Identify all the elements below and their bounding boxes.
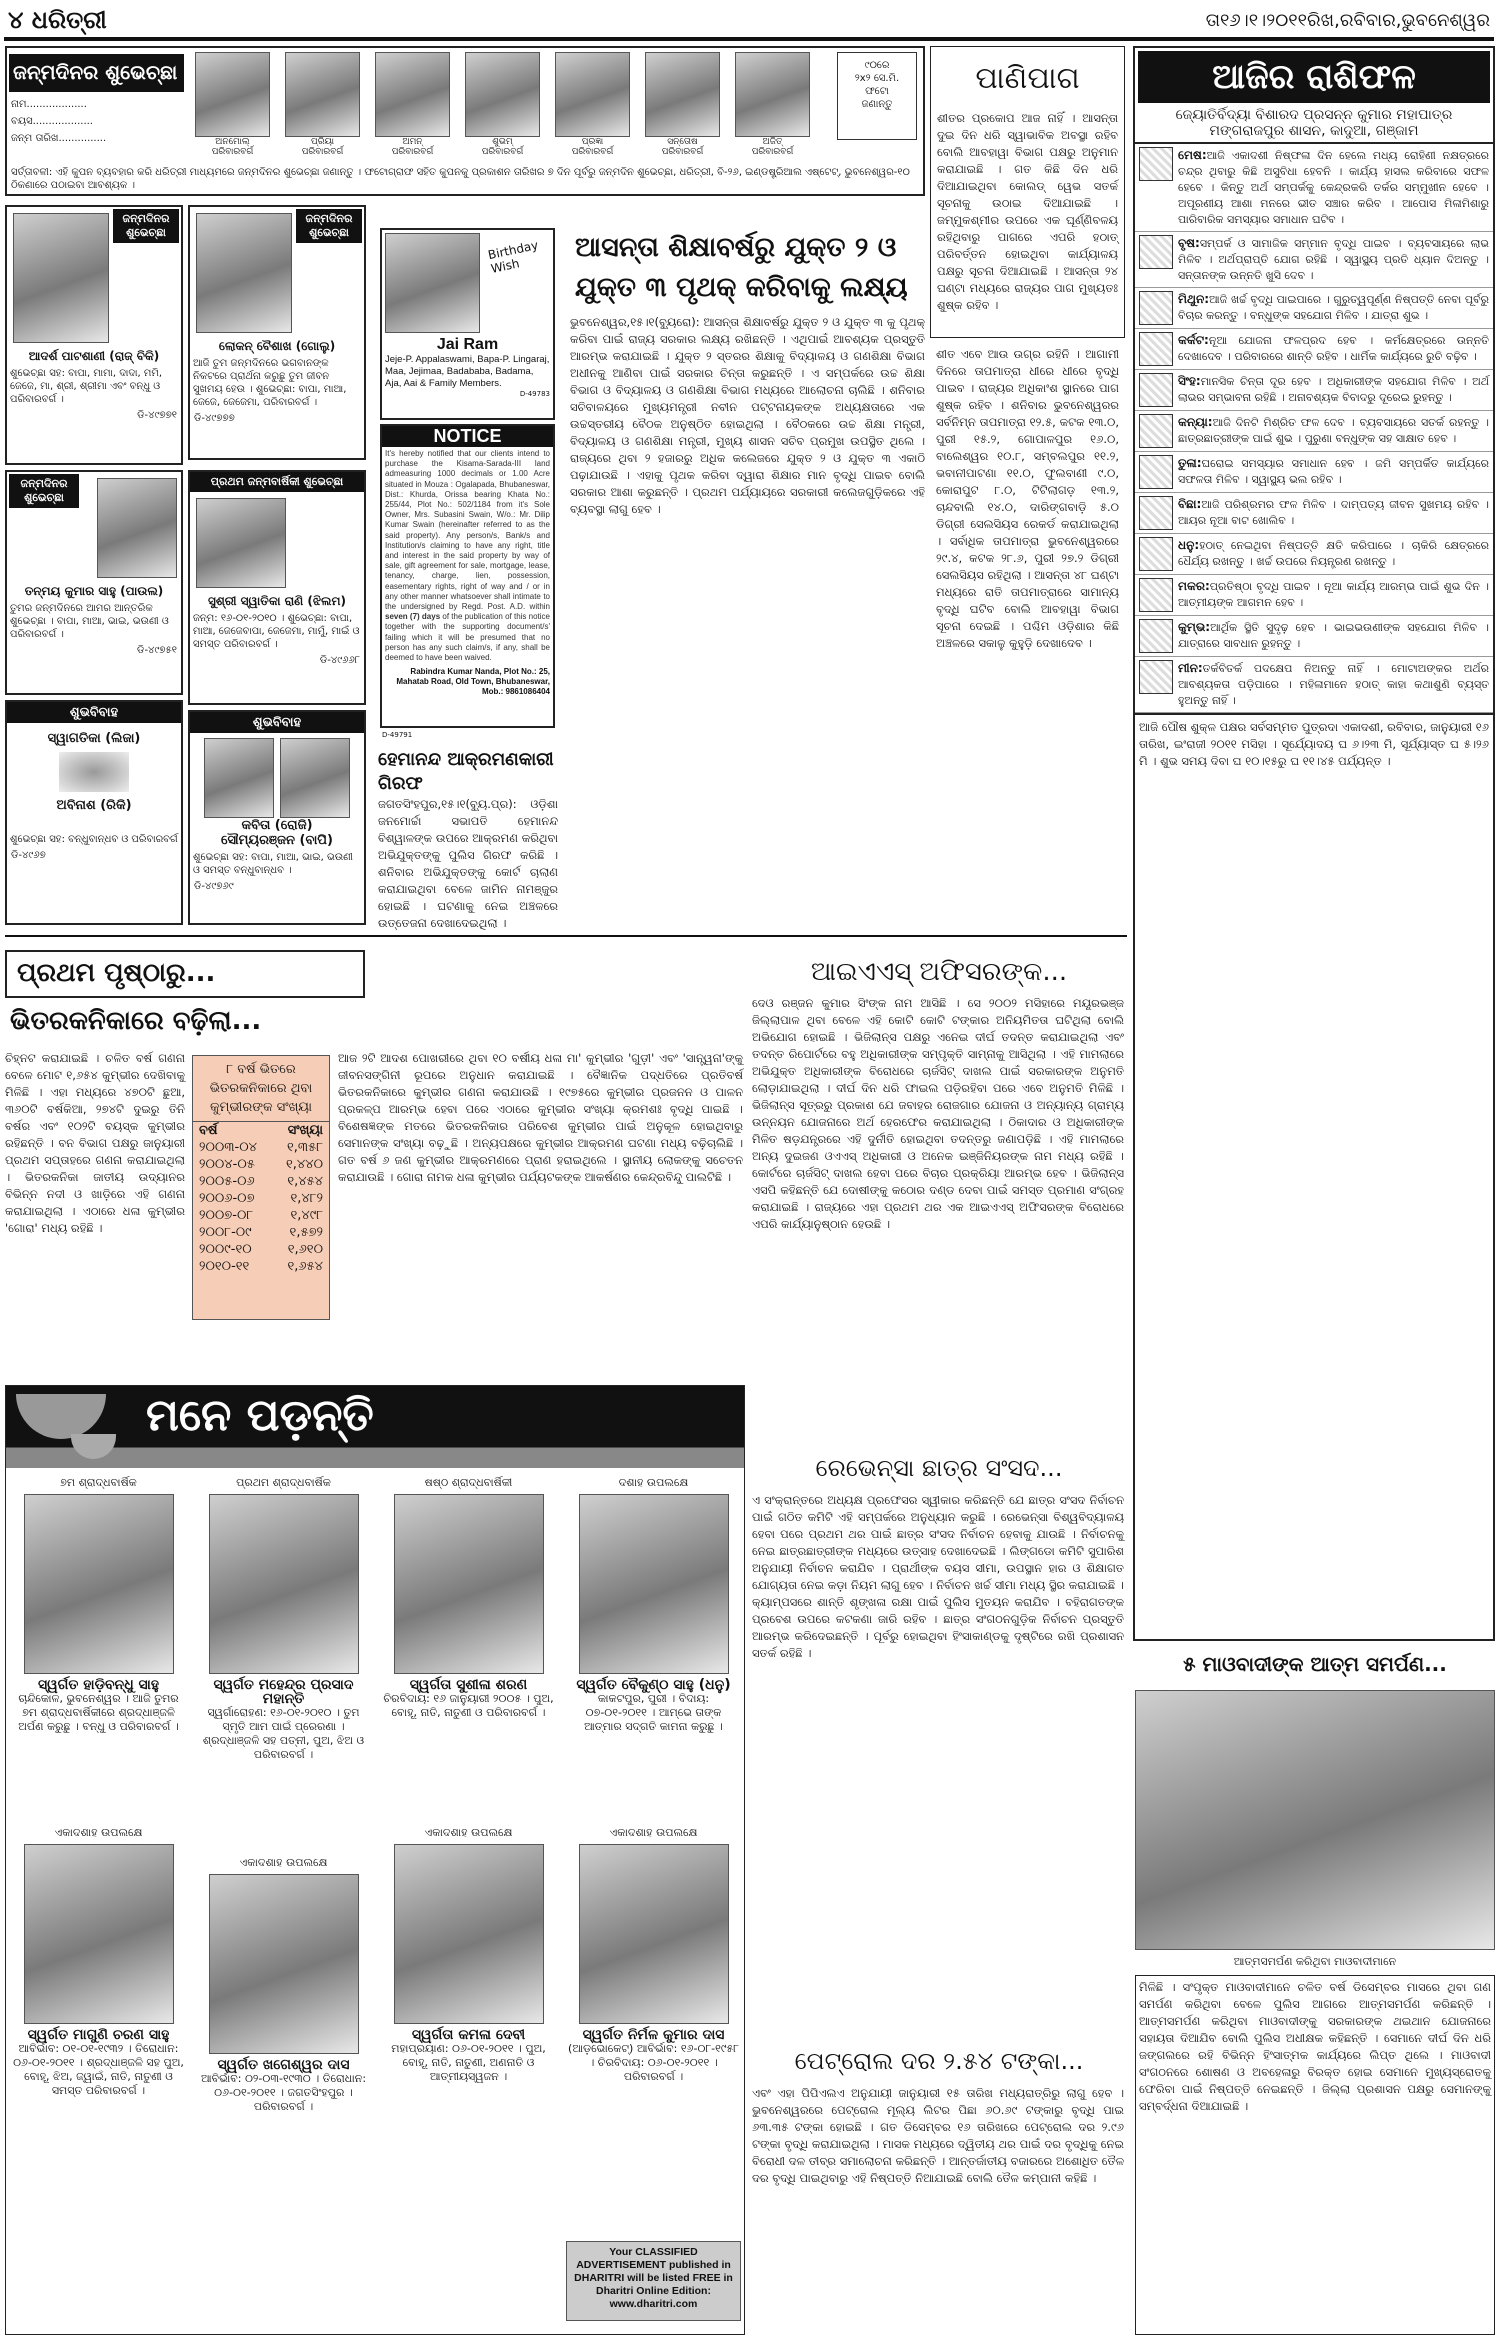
main-story-col2: ଶୀତ ଏବେ ଆଉ ଉଗ୍ର ରହିନି । ଆଗାମୀ ଦିନରେ ତାପମାତ୍ରା ଧୀରେ ଧୀରେ ବୃଦ୍ଧି ପାଇବ । ରାଜ୍ୟର ଅଧିକାଂଶ ସ୍ଥାନରେ ପାଗ ଶୁଷ୍କ ରହିବ । ଶନିବାର ଭୁବନେଶ୍ୱରର ସର୍ବନିମ୍ନ ତାପମାତ୍ରା ୧୨.୫, କଟକ ୧୩.୦, ପୁରୀ ୧୫.୨, ଗୋପାଳପୁର ୧୬.୦, ବାଲେଶ୍ୱର ୧୦.୮, ସମ୍ବଲପୁର ୧୧.୨, ଭବାନୀପାଟଣା ୧୧.୦, ଫୁଲବାଣୀ ୯.୦, କୋରାପୁଟ ୮.୦, ଟିଟିଲାଗଡ଼ ୧୩.୨, ଚାନ୍ଦବାଲି ୧୪.୦, ଦାରିଙ୍ଗବାଡ଼ି ୫.୦ ଡିଗ୍ରୀ ସେଲସିୟସ ରେକର୍ଡ କରାଯାଇଥିଲା । ସର୍ବାଧିକ ତାପମାତ୍ରା ଭୁବନେଶ୍ୱରରେ ୨୯.୪, କଟକ ୨୮.୬, ପୁରୀ ୨୭.୨ ଡିଗ୍ରୀ ସେଲସିୟସ ରହିଥିଲା । ଆସନ୍ତା ୪୮ ଘଣ୍ଟା ମଧ୍ୟରେ ରାତି ତାପମାତ୍ରାରେ ସାମାନ୍ୟ ବୃଦ୍ଧି ଘଟିବ ବୋଲି ଆବହାୱା ବିଭାଗ ସୂଚନା ଦେଇଛି । ପଶ୍ଚିମ ଓଡ଼ିଶାର କିଛି ଅଞ୍ଚଳରେ ସକାଳୁ କୁହୁଡ଼ି ଦେଖାଦେବ । (936, 347, 1119, 650)
horoscope-sign (1135, 452, 1493, 493)
memorial-card (566, 1826, 741, 2084)
kid-card (375, 52, 450, 157)
kid-card (195, 52, 270, 157)
memorial-name: ସ୍ୱର୍ଗତ ବୈକୁଣ୍ଠ ସାହୁ (ଧନୁ) (576, 1677, 731, 1693)
ad-text: ଶୁଭେଚ୍ଛା ସହ: ବାପା, ମାଆ, ଭାଇ, ଭଉଣୀ ଓ ସମସ୍ତ ବନ୍ଧୁବାନ୍ଧବ । (193, 852, 353, 876)
table-row (193, 1258, 329, 1275)
memorial-occasion: ୭ମ ଶ୍ରାଦ୍ଧବାର୍ଷିକ (60, 1476, 137, 1489)
memorial-text: ଚିରବିଦାୟ: ୧୬ ଜାନୁୟାରୀ ୨୦୦୫ । ପୁଅ, ବୋହୂ, ନାତି, ନାତୁଣୀ ଓ ପରିବାରବର୍ଗ । (383, 1692, 554, 1719)
ad-name: ଅବିନାଶ (ରିକି) (56, 798, 132, 813)
memorial-occasion: ଏକାଦଶାହ ଉପଲକ୍ଷେ (609, 1826, 698, 1839)
kid-card (555, 52, 630, 157)
zodiac-icon (1139, 291, 1173, 325)
zodiac-icon (1139, 660, 1173, 694)
jairam-ad (380, 228, 555, 420)
memorial-text: ମହାପ୍ରୟାଣ: ୦୬-୦୧-୨୦୧୧ । ପୁଅ, ବୋହୂ, ନାତି, ନାତୁଣୀ, ଅଣନାତି ଓ ଆତ୍ମୀୟସ୍ୱଜନ । (391, 2042, 546, 2083)
ad-code: ଡି-୪୯୭୬୯ (194, 881, 234, 892)
hemananda-story (378, 748, 558, 930)
memorial-photo (24, 1844, 174, 2024)
kid-card (465, 52, 540, 157)
ad-code: ଡି-୪୯୭୭୧ (137, 410, 177, 421)
memorial-banner (6, 1386, 744, 1468)
table-cell: ୧,୪୪୦ (286, 1157, 323, 1172)
kid-name: ପ୍ରିୟା (310, 137, 335, 147)
main-story-col1: ଭୁବନେଶ୍ୱର,୧୫।୧(ବ୍ୟୁରୋ): ଆସନ୍ତା ଶିକ୍ଷାବର୍ଷରୁ ଯୁକ୍ତ ୨ ଓ ଯୁକ୍ତ ୩ କୁ ପୃଥକ୍ କରିବା ପାଇଁ ରାଜ୍ୟ ସରକାର ଲକ୍ଷ୍ୟ ରଖିଛନ୍ତି । ଏଥିପାଇଁ ଆବଶ୍ୟକ ପ୍ରସ୍ତୁତି ଆରମ୍ଭ କରାଯାଇଛି । ଯୁକ୍ତ ୨ ସ୍ତରର ଶିକ୍ଷାକୁ ବିଦ୍ୟାଳୟ ଓ ଗଣଶିକ୍ଷା ବିଭାଗ ଅଧୀନକୁ ଆଣିବା ପାଇଁ ସରକାର ଚିନ୍ତା କରୁଛନ୍ତି । ଏ ସମ୍ପର୍କରେ ଉଚ୍ଚ ଶିକ୍ଷା ବିଭାଗ ଓ ବିଦ୍ୟାଳୟ ଓ ଗଣଶିକ୍ଷା ବିଭାଗ ମଧ୍ୟରେ ଆଲୋଚନା ଚାଲିଛି । ଶନିବାର ସଚିବାଳୟରେ ମୁଖ୍ୟମନ୍ତ୍ରୀ ନବୀନ ପଟ୍ଟନାୟକଙ୍କ ଅଧ୍ୟକ୍ଷତାରେ ଏକ ଉଚ୍ଚସ୍ତରୀୟ ବୈଠକ ଅନୁଷ୍ଠିତ ହୋଇଥିଲା । ବୈଠକରେ ଉଚ୍ଚ ଶିକ୍ଷା ମନ୍ତ୍ରୀ, ବିଦ୍ୟାଳୟ ଓ ଗଣଶିକ୍ଷା ମନ୍ତ୍ରୀ, ମୁଖ୍ୟ ଶାସନ ସଚିବ ପ୍ରମୁଖ ଉପସ୍ଥିତ ଥିଲେ । ରାଜ୍ୟରେ ଥିବା ୨ ହଜାରରୁ ଅଧିକ କଲେଜରେ ଯୁକ୍ତ ୨ ଓ ଯୁକ୍ତ ୩ ଏକାଠି ପଢ଼ାଯାଉଛି । ଏହାକୁ ପୃଥକ କରିବା ଦ୍ୱାରା ଶିକ୍ଷାର ମାନ ବୃଦ୍ଧି ପାଇବ ବୋଲି ସରକାର ଆଶା କରୁଛନ୍ତି । ପ୍ରଥମ ପର୍ଯ୍ୟାୟରେ ସରକାରୀ କଲେଜଗୁଡ଼ିକରେ ଏହି ବ୍ୟବସ୍ଥା ଲାଗୁ ହେବ । (570, 315, 925, 516)
ad-code: ଡି-୪୯୭୫୧ (137, 645, 177, 656)
memorial-photo (24, 1494, 174, 1674)
horoscope-sign (1135, 329, 1493, 370)
memorial-card (566, 1476, 741, 1734)
page-label: ୪ ଧରିତ୍ରୀ (8, 6, 107, 34)
ad-code: D-49783 (519, 390, 550, 398)
ad-title: ଶୁଭବିବାହ (7, 702, 181, 723)
table-cell: ୧,୬୧୦ (287, 1242, 323, 1257)
table-header: ବର୍ଷ (199, 1123, 218, 1138)
horoscope-title: ଆଜିର ରାଶିଫଳ (1138, 51, 1490, 103)
form-field[interactable]: ନାମ................... (11, 99, 87, 110)
table-row (193, 1156, 329, 1173)
zodiac-icon (1139, 578, 1173, 612)
ad-photo (97, 478, 177, 578)
table-header: ସଂଖ୍ୟା (287, 1123, 323, 1138)
sign-text: ଆଜି ଏକାଦଶୀ ନିଷ୍ଫଳା ଦିନ ହେଲେ ମଧ୍ୟ ରୋହିଣୀ ନକ୍ଷତ୍ରରେ ଚନ୍ଦ୍ର ଥିବାରୁ କିଛି ଅସୁବିଧା ହେବନି । କାର୍ଯ୍ୟ ହାସଲ କରିବାରେ ସଫଳ ହେବେ । କିନ୍ତୁ ଅର୍ଥ ସମ୍ପର୍କକୁ କେନ୍ଦ୍ରକରି ତର୍କର ସମ୍ମୁଖୀନ ହେବେ । ଅପୂରଣୀୟ ଆଶା ମନରେ ଭୀତ ସଞ୍ଚାର କରିବ । ଆପୋସ ମିଳାମିଶାରୁ ପାରିବାରିକ ସମସ୍ୟାର ସମାଧାନ ଘଟିବ । (1178, 149, 1489, 226)
form-field[interactable]: ବୟସ................... (11, 116, 93, 127)
memorial-text: ଆବିର୍ଭାବ: ୦୧-୦୧-୧୯୩୨ । ତିରୋଧାନ: ୦୬-୦୧-୨୦୧୧ । ଶ୍ରଦ୍ଧାଞ୍ଜଳି ସହ ପୁଅ, ବୋହୂ, ଝିଅ, ଜ୍ୱାଇଁ, ନାତି, ନାତୁଣୀ ଓ ସମସ୍ତ ପରିବାରବର୍ଗ । (13, 2042, 184, 2097)
kid-name: ପ୍ରଜ୍ଞା (581, 137, 604, 147)
memorial-photo (579, 1494, 729, 1674)
horoscope-sign (1135, 144, 1493, 232)
memorial-photo (394, 1494, 544, 1674)
notice-text: of the publication of this notice together with the supporting document/s' failing which it will be presumed that no person has any such claim/s, if any, shall be deemed to have been waived. (385, 612, 550, 663)
ias-headline: ଆଇଏଏସ୍ ଅଫିସରଙ୍କ... (810, 957, 1068, 987)
kid-card (735, 52, 810, 157)
ad-photo (196, 213, 292, 333)
memorial-name: ସ୍ୱର୍ଗତା ସୁଶୀଳା ଶରଣ (409, 1677, 528, 1693)
crocodile-right-text: ଆଜ ୨ଟି ଆଦଶ ପୋଖରୀରେ ଥିବା ୧୦ ବର୍ଷୀୟ ଧଳା ମା' କୁମ୍ଭୀର 'ଗୁଡ଼ୀ' ଏବଂ 'ସାନ୍ତ୍ୱନା'ଙ୍କୁ ଜୀବନସଙ୍ଗିନୀ ରୂପରେ ଅନୁଧାନ କରାଯାଇଛି । ବୈଜ୍ଞାନିକ ପଦ୍ଧତିରେ ପ୍ରତିବର୍ଷ ଭିତରକନିକାରେ କୁମ୍ଭୀର ଗଣନା କରାଯାଉଛି । ୧୯୭୫ରେ କୁମ୍ଭୀର ପ୍ରଜନନ ଓ ପାଳନ ପ୍ରକଳ୍ପ ଆରମ୍ଭ ହେବା ପରେ ଏଠାରେ କୁମ୍ଭୀର ସଂଖ୍ୟା କ୍ରମଶଃ ବୃଦ୍ଧି ପାଇଛି । ବିଶେଷଜ୍ଞଙ୍କ ମତରେ ଭିତରକନିକାର ପରିବେଶ କୁମ୍ଭୀର ପାଇଁ ଅନୁକୂଳ ହୋଇଥିବାରୁ ସେମାନଙ୍କ ସଂଖ୍ୟା ବଢ଼ୁଛି । ଅନ୍ୟପକ୍ଷରେ କୁମ୍ଭୀର ଆକ୍ରମଣ ଘଟଣା ମଧ୍ୟ ବଢ଼ିଚାଲିଛି । ଗତ ବର୍ଷ ୬ ଜଣ କୁମ୍ଭୀର ଆକ୍ରମଣରେ ପ୍ରାଣ ହରାଇଥିଲେ । ସ୍ଥାନୀୟ ଲୋକଙ୍କୁ ସଚେତନ କରାଯାଉଛି । ଗୋରା ନାମକ ଧଳା କୁମ୍ଭୀର ପର୍ଯ୍ୟଟକଙ୍କ ଆକର୍ଷଣର କେନ୍ଦ୍ରବିନ୍ଦୁ ପାଲଟିଛି । (338, 1051, 743, 1184)
kid-name: ସନ୍ତୋଷ (667, 137, 698, 147)
table-row (193, 1224, 329, 1241)
memorial-occasion: ପ୍ରଥମ ଶ୍ରାଦ୍ଧବାର୍ଷିକ (236, 1476, 331, 1489)
ad-title: ଜନ୍ମଦିନର ଶୁଭେଚ୍ଛା (113, 209, 179, 243)
date-line: ତା୧୬।୧।୨୦୧୧ରିଖ,ରବିବାର,ଭୁବନେଶ୍ୱର (1205, 10, 1490, 31)
online-edition-box: Your CLASSIFIED ADVERTISEMENT published in DHARITRI will be listed FREE in Dharitri Online Edition: www.dharitri.com (566, 2241, 741, 2321)
sign-text: ସମ୍ପର୍କ ଓ ସାମାଜିକ ସମ୍ମାନ ବୃଦ୍ଧି ପାଇବ । ବ୍ୟବସାୟରେ ଲାଭ ମିଳିବ । ଅର୍ଥପ୍ରାପ୍ତି ଯୋଗ ରହିଛି । ସ୍ୱାସ୍ଥ୍ୟ ପ୍ରତି ଧ୍ୟାନ ଦିଅନ୍ତୁ । ସନ୍ତାନଙ୍କ ଉନ୍ନତି ଖୁସି ଦେବ । (1178, 237, 1489, 282)
crocodile-headline: ଭିତରକନିକାରେ ବଢ଼ିଲା... (10, 1006, 262, 1036)
sign-text: ଆର୍ଥିକ ସ୍ଥିତି ସୁଦୃଢ଼ ହେବ । ଭାଇଭଉଣୀଙ୍କ ସହଯୋଗ ମିଳିବ । ଯାତ୍ରାରେ ସାବଧାନ ରୁହନ୍ତୁ । (1178, 621, 1489, 650)
memorial-name: ସ୍ୱର୍ଗତ ନିର୍ମଳ କୁମାର ଦାସ (582, 2027, 725, 2043)
kid-photo (195, 52, 270, 137)
kid-card (645, 52, 720, 157)
sign-name: ସିଂହ: (1178, 374, 1201, 388)
birthday-wish-label: Birthday Wish (486, 237, 540, 276)
price-box (837, 52, 917, 140)
crocodile-table (192, 1055, 330, 1320)
horoscope-sign (1135, 411, 1493, 452)
sign-name: ମେଷ: (1178, 148, 1207, 162)
ad-name: ସୁଶ୍ରୀ ସ୍ୱାତିକା ରାଣି (ଝିଲମ) (208, 594, 346, 608)
sign-text: ହଠାତ୍ ନେଇଥିବା ନିଷ୍ପତ୍ତି କ୍ଷତି କରିପାରେ । ଚାକିରି କ୍ଷେତ୍ରରେ ଧୈର୍ଯ୍ୟ ରଖନ୍ତୁ । ଖର୍ଚ୍ଚ ଉପରେ ନିୟନ୍ତ୍ରଣ ରଖନ୍ତୁ । (1178, 539, 1489, 568)
birthday-terms: ସର୍ତ୍ତାବଳୀ: ଏହି କୁପନ ବ୍ୟବହାର କରି ଧରିତ୍ରୀ ମାଧ୍ୟମରେ ଜନ୍ମଦିନର ଶୁଭେଚ୍ଛା ଜଣାନ୍ତୁ । ଫଟୋଗ୍ରାଫ ସହିତ କୁପନକୁ ପ୍ରକାଶନ ତାରିଖର ୭ ଦିନ ପୂର୍ବରୁ ଜନ୍ମଦିନ ଶୁଭେଚ୍ଛା, ଧରିତ୍ରୀ, ବି-୨୬, ଇଣ୍ଡଷ୍ଟ୍ରିଆଲ ଏଷ୍ଟେଟ୍, ଭୁବନେଶ୍ୱର-୧୦ ଠିକଣାରେ ପଠାଇବା ଆବଶ୍ୟକ । (11, 167, 910, 191)
memorial-photo (209, 1494, 359, 1674)
table-cell: ୨୦୦୯-୧୦ (199, 1242, 252, 1257)
price-line: ଫଟୋ (865, 86, 889, 97)
petrol-headline: ପେଟ୍ରୋଲ ଦର ୨.୫୪ ଟଙ୍କା... (794, 2047, 1084, 2075)
zodiac-icon (1139, 147, 1173, 181)
sign-text: ମାନସିକ ଚିନ୍ତା ଦୂର ହେବ । ଅଧିକାରୀଙ୍କ ସହଯୋଗ ମିଳିବ । ଅର୍ଥ ଲାଭର ସମ୍ଭାବନା ରହିଛି । ଅନାବଶ୍ୟକ ବିବାଦରୁ ଦୂରେଇ ରୁହନ୍ତୁ । (1178, 375, 1489, 404)
ad-title: ଜନ୍ମଦିନର ଶୁଭେଚ୍ଛା (9, 474, 79, 508)
ad-title: ପ୍ରଥମ ଜନ୍ମବାର୍ଷିକୀ ଶୁଭେଚ୍ଛା (190, 472, 364, 492)
zodiac-icon (1139, 332, 1173, 366)
table-cell: ୧,୪୮୨ (290, 1191, 323, 1206)
handshake-icon (59, 752, 129, 792)
kid-by: ପରିବାରବର୍ଗ (751, 147, 794, 157)
memorial-text: କାକଟପୁର, ପୁରୀ । ବିଦାୟ: ୦୭-୦୧-୨୦୧୧ । ଆମ୍ଭେ ତାଙ୍କ ଆତ୍ମାର ସଦ୍‌ଗତି କାମନା କରୁଛୁ । (584, 1692, 723, 1733)
sign-name: କନ୍ୟା: (1178, 415, 1213, 429)
sign-text: ଆଜି ଖର୍ଚ୍ଚ ବୃଦ୍ଧି ପାଇପାରେ । ଗୁରୁତ୍ୱପୂର୍ଣ୍ଣ ନିଷ୍ପତ୍ତି ନେବା ପୂର୍ବରୁ ବିଚାର କରନ୍ତୁ । ବନ୍ଧୁଙ୍କ ସହଯୋଗ ମିଳିବ । ଯାତ୍ରା ଶୁଭ । (1178, 293, 1489, 322)
ad-name: କବିତା (ରୋଜି) (241, 818, 313, 833)
zodiac-icon (1139, 235, 1173, 269)
memorial-card (196, 1476, 371, 1762)
ad-title: ଶୁଭବିବାହ (190, 712, 364, 733)
memorial-photo (579, 1844, 729, 2024)
kid-name: ଶୁଭମ୍ (492, 137, 513, 147)
memorial-text: ଆବିର୍ଭାବ: ୦୨-୦୩-୧୯୩୦ । ତିରୋଧାନ: ୦୬-୦୧-୨୦୧୧ । ଜଗତସିଂହପୁର । ପରିବାରବର୍ଗ । (200, 2072, 367, 2113)
ad-code: ଡି-୪୯୬୭ (11, 850, 46, 861)
memorial-occasion: ଏକାଦଶାହ ଉପଲକ୍ଷେ (54, 1826, 143, 1839)
maoist-body: ମିଳିଛି । ସଂପୃକ୍ତ ମାଓବାଦୀମାନେ ଚଳିତ ବର୍ଷ ଡିସେମ୍ବର ମାସରେ ଥିବା ଗଣ ସମର୍ପଣ କରିଥିବା ବେଳେ ପୁଲିସ ଆଗରେ ଆତ୍ମସମର୍ପଣ କରିଛନ୍ତି । ଆତ୍ମସମର୍ପଣ କରିଥିବା ମାଓବାଦୀଙ୍କୁ ସରକାରଙ୍କ ଥଇଥାନ ଯୋଜନାରେ ସହାୟତା ଦିଆଯିବ ବୋଲି ପୁଲିସ ଅଧୀକ୍ଷକ କହିଛନ୍ତି । ସେମାନେ ଦୀର୍ଘ ଦିନ ଧରି ଜଙ୍ଗଲରେ ରହି ବିଭିନ୍ନ ହିଂସାତ୍ମକ କାର୍ଯ୍ୟରେ ଲିପ୍ତ ଥିଲେ । ମାଓବାଦୀ ସଂଗଠନରେ ଶୋଷଣ ଓ ଅବହେଳାରୁ ବିରକ୍ତ ହୋଇ ସେମାନେ ମୁଖ୍ୟସ୍ରୋତକୁ ଫେରିବା ପାଇଁ ନିଷ୍ପତ୍ତି ନେଇଛନ୍ତି । ଜିଲ୍ଲା ପ୍ରଶାସନ ପକ୍ଷରୁ ସେମାନଙ୍କୁ ସମ୍ବର୍ଦ୍ଧନା ଦିଆଯାଇଛି । (1135, 1975, 1495, 2335)
price-line: ଜଣାନ୍ତୁ (861, 99, 893, 110)
horoscope-sign (1135, 232, 1493, 288)
memorial-card (11, 1826, 186, 2098)
birthday-ad (188, 470, 366, 705)
memorial-card (381, 1476, 556, 1720)
story-headline: ହେମାନନ୍ଦ ଆକ୍ରମଣକାରୀ ଗିରଫ (378, 749, 554, 794)
notice-text: It's hereby notified that our clients intend to purchase the Kisama-Sarada-III land admeasuring 1000 decimals or 1.00 Acre situated in Mouza : Ogalapada, Bhubaneswar, Dist.: Khurda, Orissa bearing Khata No.: 255/44, Plot No.: 502/1184 from it's Sole Owner, Mrs. Subasini Swain, W/o.: Mr. Dilip Kumar Swain (hereinafter referred to as the said property). Any person/s, Bank/s and Institution/s claiming to have any right, title and interest in the said property by way of sale, gift agreement for sale, mortgage, lease, tenancy, charge, lien, possession, easementary rights, right of way and / or in any other manner whatsoever shall intimate to the undersigned by Regd. Post. A.D. within (385, 449, 550, 612)
table-cell: ୨୦୦୭-୦୮ (199, 1208, 254, 1223)
memorial-name: ସ୍ୱର୍ଗତ ହାଡ଼ିବନ୍ଧୁ ସାହୁ (37, 1677, 160, 1693)
memorial-photo (209, 1874, 359, 2054)
ad-name: ଲୋକନ୍ ବୈଶାଖ (ଗୋଲୁ) (218, 339, 336, 353)
notice-deadline: seven (7) days (385, 612, 441, 622)
ad-text: ଶୁଭେଚ୍ଛା ସହ: ବାପା, ମାମା, ଦାଦା, ମମି, ଜେଜେ, ମା, ଶ୍ରୀ, ଶ୍ରୀମା ଏବଂ ବନ୍ଧୁ ଓ ପରିବାରବର୍ଗ । (10, 368, 163, 405)
kid-photo (465, 52, 540, 137)
kid-by: ପରିବାରବର୍ଗ (661, 147, 704, 157)
sign-text: ଘରୋଇ ସମସ୍ୟାର ସମାଧାନ ହେବ । ଜମି ସମ୍ପର୍କିତ କାର୍ଯ୍ୟରେ ସଫଳତା ମିଳିବ । ସ୍ୱାସ୍ଥ୍ୟ ଭଲ ରହିବ । (1178, 457, 1489, 486)
kid-photo (555, 52, 630, 137)
zodiac-icon (1139, 373, 1173, 407)
memorial-name: ସ୍ୱର୍ଗତା କମଳା ଦେବୀ (411, 2027, 526, 2043)
kid-name: ଅଜିତ୍ (762, 137, 783, 147)
kid-photo (735, 52, 810, 137)
wedding-ad (5, 700, 183, 925)
crocodile-left-text: ଚିହ୍ନଟ କରାଯାଇଛି । ଚଳିତ ବର୍ଷ ଗଣନା ବେଳେ ମୋଟ ୧,୬୫୪ କୁମ୍ଭୀର ଦେଖିବାକୁ ମିଳିଛି । ଏହା ମଧ୍ୟରେ ୪୭୦ଟି ଛୁଆ, ୩୬୦ଟି ବର୍ଷକିଆ, ୨୭୪ଟି ଦୁଇରୁ ତିନି ବର୍ଷର ଏବଂ ୧୦୨ଟି ବୟସ୍କ କୁମ୍ଭୀର ରହିଛନ୍ତି । ବନ ବିଭାଗ ପକ୍ଷରୁ ଜାନୁୟାରୀ ପ୍ରଥମ ସପ୍ତାହରେ ଗଣନା କରାଯାଇଥିଲା । ଭିତରକନିକା ଜାତୀୟ ଉଦ୍ୟାନର ବିଭିନ୍ନ ନଦୀ ଓ ଖାଡ଼ିରେ ଏହି ଗଣନା କରାଯାଇଥିଲା । ଏଠାରେ ଧଳା କୁମ୍ଭୀର 'ଗୋରା' ମଧ୍ୟ ରହିଛି । (5, 1051, 185, 1235)
legal-notice (380, 424, 555, 728)
kid-card (285, 52, 360, 157)
table-cell: ୧,୪୯୮ (290, 1208, 323, 1223)
weather-box (930, 46, 1125, 338)
data-table (193, 1122, 329, 1275)
ad-text: Jeje-P. Appalaswami, Bapa-P. Lingaraj, Maa, Jejimaa, Badababa, Badama, Aja, Aai & Family Members. (385, 354, 550, 389)
sign-text: ଆଜି ଦିନଟି ମିଶ୍ରିତ ଫଳ ଦେବ । ବ୍ୟବସାୟରେ ସତର୍କ ରହନ୍ତୁ । ଛାତ୍ରଛାତ୍ରୀଙ୍କ ପାଇଁ ଶୁଭ । ପୁରୁଣା ବନ୍ଧୁଙ୍କ ସହ ସାକ୍ଷାତ ହେବ । (1178, 416, 1489, 445)
ad-name: ସ୍ୱାଗତିକା (ଲିଜା) (47, 731, 141, 746)
kid-photo (285, 52, 360, 137)
kid-by: ପରିବାରବର୍ଗ (391, 147, 434, 157)
ad-name: ସୌମ୍ୟରଞ୍ଜନ (ବାପି) (221, 833, 333, 848)
ad-text: ଆଜି ତୁମ ଜନ୍ମଦିନରେ ଭଗବାନଙ୍କ ନିକଟରେ ପ୍ରାର୍ଥନା କରୁଛୁ ତୁମ ଜୀବନ ସୁଖମୟ ହେଉ । ଶୁଭେଚ୍ଛା: ବାପା, ମାଆ, ଜେଜେ, ଜେଜେମା, ପରିବାରବର୍ଗ । (193, 358, 347, 408)
memorial-name: ସ୍ୱର୍ଗତ ମହେନ୍ଦ୍ର ପ୍ରସାଦ ମହାନ୍ତି (213, 1677, 354, 1707)
table-row (193, 1207, 329, 1224)
horoscope-sign (1135, 575, 1493, 616)
horoscope-sign (1135, 534, 1493, 575)
horoscope-sign (1135, 288, 1493, 329)
birthday-form[interactable] (11, 98, 186, 145)
kid-by: ପରିବାରବର୍ଗ (481, 147, 524, 157)
sign-name: ବିଛା: (1178, 497, 1202, 511)
horoscope-section (1133, 46, 1495, 1641)
sign-text: ତର୍କବିତର୍କ ପଦକ୍ଷେପ ନିଅନ୍ତୁ ନାହିଁ । ମୋଟାଅଙ୍କର ଅର୍ଥର ଆବଶ୍ୟକତା ପଡ଼ିପାରେ । ମହିଳାମାନେ ହଠାତ୍ କାହା କଥାଶୁଣି ବ୍ୟସ୍ତ ହୁଅନ୍ତୁ ନାହିଁ । (1178, 662, 1489, 707)
ad-photo (385, 233, 480, 333)
sign-text: ଆଜି ପରିଶ୍ରମର ଫଳ ମିଳିବ । ଦାମ୍ପତ୍ୟ ଜୀବନ ସୁଖମୟ ରହିବ । ଆୟର ନୂଆ ବାଟ ଖୋଲିବ । (1178, 498, 1489, 527)
zodiac-icon (1139, 414, 1173, 448)
birthday-strip (5, 46, 925, 196)
main-headline: ଆସନ୍ତା ଶିକ୍ଷାବର୍ଷରୁ ଯୁକ୍ତ ୨ ଓ ଯୁକ୍ତ ୩ ପୃଥକ୍ କରିବାକୁ ଲକ୍ଷ୍ୟ (575, 232, 908, 303)
kid-name: ଅମନ୍ (402, 137, 423, 147)
weather-title: ପାଣିପାଗ (975, 61, 1080, 96)
birthday-strip-title: ଜନ୍ମଦିନର ଶୁଭେଚ୍ଛା (9, 54, 184, 92)
horoscope-sign (1135, 657, 1493, 713)
kid-photo (375, 52, 450, 137)
ad-title: ଜନ୍ମଦିନର ଶୁଭେଚ୍ଛା (296, 209, 362, 243)
kid-by: ପରିବାରବର୍ଗ (571, 147, 614, 157)
memorial-banner-title: ମନେ ପଡ଼ନ୍ତି (146, 1390, 374, 1441)
lamp-icon (71, 1434, 116, 1459)
table-cell: ୧,୪୫୪ (287, 1174, 323, 1189)
sign-name: କୁମ୍ଭ: (1178, 620, 1211, 634)
table-cell: ୧,୩୫୮ (286, 1140, 323, 1155)
horoscope-sign (1135, 616, 1493, 657)
panchang-text: ଆଜି ପୌଷ ଶୁକ୍ଳ ପକ୍ଷର ସର୍ବସମ୍ମତ ପୁତ୍ରଦା ଏକାଦଶୀ, ରବିବାର, ଜାନୁୟାରୀ ୧୬ ତାରିଖ, ଇଂରାଜୀ ୨୦୧୧ ମସିହା । ସୂର୍ଯ୍ୟୋଦୟ ଘ ୬।୨୩ ମି, ସୂର୍ଯ୍ୟାସ୍ତ ଘ ୫।୨୬ ମି । ଶୁଭ ସମୟ ଦିବା ଘ ୧୦।୧୫ରୁ ଘ ୧୧।୪୫ ପର୍ଯ୍ୟନ୍ତ । (1135, 713, 1493, 774)
table-cell: ୧,୫୭୨ (289, 1225, 323, 1240)
ad-code: ଡି-୪୯୬୬୮ (319, 655, 360, 666)
ad-text: ତୁମର ଜନ୍ମଦିନରେ ଆମର ଆନ୍ତରିକ ଶୁଭେଚ୍ଛା । ବାପା, ମାଆ, ଭାଇ, ଭଉଣୀ ଓ ପରିବାରବର୍ଗ । (10, 603, 169, 640)
kid-by: ପରିବାରବର୍ଗ (211, 147, 254, 157)
ias-body: ଦେଓ ରଞ୍ଜନ କୁମାର ସିଂଙ୍କ ନାମ ଆସିଛି । ସେ ୨୦୦୨ ମସିହାରେ ମୟୂରଭଞ୍ଜ ଜିଲ୍ଲାପାଳ ଥିବା ବେଳେ ଏହି କୋଟି କୋଟି ଟଙ୍କାର ଅନିୟମିତତା ଘଟିଥିଲା ବୋଲି ଅଭିଯୋଗ ହୋଇଛି । ଭିଜିଲାନ୍ସ ପକ୍ଷରୁ ଏନେଇ ଦୀର୍ଘ ତଦନ୍ତ କରାଯାଇଥିଲା ଏବଂ ତଦନ୍ତ ରିପୋର୍ଟରେ ବହୁ ଅଧିକାରୀଙ୍କ ସମ୍ପୃକ୍ତି ସାମ୍ନାକୁ ଆସିଥିଲା । ଏହି ମାମଲାରେ ଅଭିଯୁକ୍ତ ଅଧିକାରୀଙ୍କ ବିରୋଧରେ ଚାର୍ଜସିଟ୍ ଦାଖଲ ପାଇଁ ସରକାରଙ୍କ ଅନୁମତି ଲୋଡ଼ାଯାଇଥିଲା । ଦୀର୍ଘ ଦିନ ଧରି ଫାଇଲ ପଡ଼ିରହିବା ପରେ ଏବେ ଅନୁମତି ମିଳିଛି । ଭିଜିଲାନ୍ସ ସୂତ୍ରରୁ ପ୍ରକାଶ ଯେ ଜବାହର ରୋଜଗାର ଯୋଜନା ଓ ଅନ୍ୟାନ୍ୟ ଗ୍ରାମ୍ୟ ଉନ୍ନୟନ ଯୋଜନାରେ ଅର୍ଥ ହେରଫେର କରାଯାଇଥିଲା । ଠିକାଦାର ଓ ଅଧିକାରୀଙ୍କ ମିଳିତ ଷଡ଼ଯନ୍ତ୍ରରେ ଏହି ଦୁର୍ନୀତି ହୋଇଥିବା ତଦନ୍ତରୁ ଜଣାପଡ଼ିଛି । ଏହି ମାମଲାରେ ଅନ୍ୟ ଦୁଇଜଣ ଓଏଏସ୍ ଅଧିକାରୀ ଓ ଅନେକ ଇଞ୍ଜିନିୟରଙ୍କ ନାମ ମଧ୍ୟ ରହିଛି । କୋର୍ଟରେ ଚାର୍ଜସିଟ୍ ଦାଖଲ ହେବା ପରେ ବିଚାର ପ୍ରକ୍ରିୟା ଆରମ୍ଭ ହେବ । ଭିଜିଲାନ୍ସ ଏସପି କହିଛନ୍ତି ଯେ ଦୋଷୀଙ୍କୁ କଠୋର ଦଣ୍ଡ ଦେବା ପାଇଁ ସମସ୍ତ ପ୍ରମାଣ ସଂଗ୍ରହ କରାଯାଇଛି । ରାଜ୍ୟରେ ଏହା ପ୍ରଥମ ଥର ଏକ ଆଇଏଏସ୍ ଅଫିସରଙ୍କ ବିରୋଧରେ ଏପରି କାର୍ଯ୍ୟାନୁଷ୍ଠାନ ହେଉଛି । (752, 996, 1124, 1231)
ad-name: ତନ୍ମୟ କୁମାର ସାହୁ (ପାଉଲ) (24, 584, 164, 598)
table-cell: ୨୦୦୮-୦୯ (199, 1225, 252, 1240)
ad-name: Jai Ram (436, 336, 499, 353)
memorial-occasion: ଦଶାହ ଉପଲକ୍ଷେ (618, 1476, 689, 1489)
main-story (570, 228, 925, 925)
maoist-headline: ୫ ମାଓବାଦୀଙ୍କ ଆତ୍ମ ସମର୍ପଣ... (1183, 1652, 1447, 1676)
memorial-name: ସ୍ୱର୍ଗତ ମାଗୁଣି ଚରଣ ସାହୁ (27, 2027, 170, 2043)
ad-code: ଡି-୪୯୭୭୭ (194, 413, 235, 424)
sign-name: ତୁଳା: (1178, 456, 1202, 470)
memorial-photo (394, 1844, 544, 2024)
horoscope-author: ଜ୍ୟୋତିର୍ବିଦ୍ୟା ବିଶାରଦ ପ୍ରସନ୍ନ କୁମାର ମହାପାତ୍ର (1175, 107, 1453, 123)
kid-photo (645, 52, 720, 137)
ad-text: ଶୁଭେଚ୍ଛା ସହ: ବନ୍ଧୁବାନ୍ଧବ ଓ ପରିବାରବର୍ଗ (10, 834, 178, 845)
notice-title: NOTICE (382, 426, 553, 447)
zodiac-icon (1139, 496, 1173, 530)
story-body: ଜଗତସିଂହପୁର,୧୫।୧(ବ୍ୟୁ.ପ୍ର): ଓଡ଼ିଶା ଜନମୋର୍ଚ୍ଚା ସଭାପତି ହେମାନନ୍ଦ ବିଶ୍ୱାଳଙ୍କ ଉପରେ ଆକ୍ରମଣ କରିଥିବା ଅଭିଯୁକ୍ତଙ୍କୁ ପୁଲିସ ଗିରଫ କରିଛି । ଶନିବାର ଅଭିଯୁକ୍ତଙ୍କୁ କୋର୍ଟ ଚାଲାଣ କରାଯାଇଥିବା ବେଳେ ଜାମିନ ନାମଞ୍ଜୁର ହୋଇଛି । ଘଟଣାକୁ ନେଇ ଅଞ୍ଚଳରେ ଉତ୍ତେଜନା ଦେଖାଦେଇଥିଲା । (378, 797, 558, 930)
price-line: ୯୦ରେ (864, 60, 890, 71)
bride-photo (204, 738, 274, 818)
sign-name: ମିଥୁନ: (1178, 292, 1210, 306)
ad-name: ଆଦର୍ଶ ପାଟଶାଣୀ (ରାଜ୍ ବିକି) (28, 349, 160, 363)
divider (5, 935, 1127, 937)
kid-by: ପରିବାରବର୍ଗ (301, 147, 344, 157)
memorial-occasion: ଏକାଦଶାହ ଉପଲକ୍ଷେ (239, 1856, 328, 1869)
table-row (193, 1241, 329, 1258)
table-cell: ୨୦୦୩-୦୪ (199, 1140, 257, 1155)
ad-code: D-49791 (382, 731, 413, 739)
sign-text: ପ୍ରତିଷ୍ଠା ବୃଦ୍ଧି ପାଇବ । ନୂଆ କାର୍ଯ୍ୟ ଆରମ୍ଭ ପାଇଁ ଶୁଭ ଦିନ । ଆତ୍ମୀୟଙ୍କ ଆଗମନ ହେବ । (1178, 580, 1489, 609)
table-row (193, 1139, 329, 1156)
horoscope-sign (1135, 493, 1493, 534)
table-cell: ୨୦୦୬-୦୭ (199, 1191, 255, 1206)
table-cell: ୨୦୦୪-୦୫ (199, 1157, 255, 1172)
memorial-occasion: ଷଷ୍ଠ ଶ୍ରାଦ୍ଧବାର୍ଷିକୀ (424, 1476, 513, 1489)
sign-name: ଧନୁ: (1178, 538, 1200, 552)
zodiac-icon (1139, 455, 1173, 489)
memorial-text: ସ୍ୱର୍ଗାରୋହଣ: ୧୬-୦୧-୨୦୧୦ । ତୁମ ସ୍ମୃତି ଆମ ପାଇଁ ପ୍ରେରଣା । ଶ୍ରଦ୍ଧାଞ୍ଜଳି ସହ ପତ୍ନୀ, ପୁଅ, ଝିଅ ଓ ପରିବାରବର୍ଗ । (202, 1706, 365, 1761)
table-cell: ୨୦୧୦-୧୧ (199, 1259, 250, 1274)
notice-signature: Rabindra Kumar Nanda, Plot No.: 25, Mahatab Road, Old Town, Bhubaneswar, Mob.: 9861086404 (396, 667, 550, 697)
sign-name: ମୀନ: (1178, 661, 1203, 675)
ad-photo (13, 213, 109, 343)
memorial-text: ଚାନ୍ଦିକୋଳ, ଭୁବନେଶ୍ୱର । ଆଜି ତୁମର ୭ମ ଶ୍ରାଦ୍ଧବାର୍ଷିକୀରେ ଶ୍ରଦ୍ଧାଞ୍ଜଳି ଅର୍ପଣ କରୁଛୁ । ବନ୍ଧୁ ଓ ପରିବାରବର୍ଗ । (18, 1692, 179, 1733)
zodiac-icon (1139, 537, 1173, 571)
memorial-card (381, 1826, 556, 2084)
price-line: ୨x୨ ସେ.ମି. (854, 73, 900, 84)
table-row (193, 1190, 329, 1207)
table-row (193, 1173, 329, 1190)
zodiac-icon (1139, 619, 1173, 653)
lamp-icon (16, 1394, 106, 1439)
birthday-ad (188, 205, 366, 460)
sign-name: ମକର: (1178, 579, 1210, 593)
kid-name: ଅନମୋଲ୍ (215, 137, 250, 147)
memorial-card (11, 1476, 186, 1734)
ad-text: ଜନ୍ମ: ୧୬-୦୧-୨୦୧୦ । ଶୁଭେଚ୍ଛା: ବାପା, ମାଆ, ଜେଜେବାପା, ଜେଜେମା, ମାମୁଁ, ମାଇଁ ଓ ସମସ୍ତ ପରିବାରବର୍ଗ । (193, 613, 360, 650)
memorial-section (5, 1385, 745, 2335)
memorial-name: ସ୍ୱର୍ଗତ ଖଗେଶ୍ୱର ଦାସ (217, 2057, 350, 2073)
ravenshaw-body: ଏ ସଂକ୍ରାନ୍ତରେ ଅଧ୍ୟକ୍ଷ ପ୍ରଫେସର ସ୍ୱୀକାର କରିଛନ୍ତି ଯେ ଛାତ୍ର ସଂସଦ ନିର୍ବାଚନ ପାଇଁ ଗଠିତ କମିଟି ଏହି ସମ୍ପର୍କରେ ଅନୁଧ୍ୟାନ କରୁଛି । ରେଭେନ୍ସା ବିଶ୍ୱବିଦ୍ୟାଳୟ ହେବା ପରେ ପ୍ରଥମ ଥର ପାଇଁ ଛାତ୍ର ସଂସଦ ନିର୍ବାଚନ ହେବାକୁ ଯାଉଛି । ନିର୍ବାଚନକୁ ନେଇ ଛାତ୍ରଛାତ୍ରୀଙ୍କ ମଧ୍ୟରେ ଉତ୍ସାହ ଦେଖାଦେଇଛି । ଲିଙ୍ଗଡୋ କମିଟି ସୁପାରିଶ ଅନୁଯାୟୀ ନିର୍ବାଚନ କରାଯିବ । ପ୍ରାର୍ଥୀଙ୍କ ବୟସ ସୀମା, ଉପସ୍ଥାନ ହାର ଓ ଶିକ୍ଷାଗତ ଯୋଗ୍ୟତା ନେଇ କଡ଼ା ନିୟମ ଲାଗୁ ହେବ । ନିର୍ବାଚନ ଖର୍ଚ୍ଚ ସୀମା ମଧ୍ୟ ସ୍ଥିର କରାଯାଇଛି । କ୍ୟାମ୍ପସରେ ଶାନ୍ତି ଶୃଙ୍ଖଳା ରକ୍ଷା ପାଇଁ ପୁଲିସ ମୁତୟନ କରାଯିବ । ବହିରାଗତଙ୍କ ପ୍ରବେଶ ଉପରେ କଟକଣା ଜାରି ରହିବ । ଛାତ୍ର ସଂଗଠନଗୁଡ଼ିକ ନିର୍ବାଚନ ପ୍ରସ୍ତୁତି ଆରମ୍ଭ କରିଦେଇଛନ୍ତି । ପୂର୍ବରୁ ହୋଇଥିବା ହିଂସାକାଣ୍ଡକୁ ଦୃଷ୍ଟିରେ ରଖି ପ୍ରଶାସନ ସତର୍କ ରହିଛି । (752, 1493, 1124, 1660)
sign-text: ନୂଆ ଯୋଜନା ଫଳପ୍ରଦ ହେବ । କର୍ମକ୍ଷେତ୍ରରେ ଉନ୍ନତି ଦେଖାଦେବ । ପରିବାରରେ ଶାନ୍ତି ରହିବ । ଧାର୍ମିକ କାର୍ଯ୍ୟରେ ରୁଚି ବଢ଼ିବ । (1178, 334, 1489, 363)
memorial-card (196, 1856, 371, 2114)
horoscope-sign (1135, 370, 1493, 411)
table-cell: ୧,୬୫୪ (287, 1259, 323, 1274)
birthday-ad (5, 470, 183, 695)
memorial-occasion: ଏକାଦଶାହ ଉପଲକ୍ଷେ (424, 1826, 513, 1839)
horoscope-address: ମଙ୍ଗରାଜପୁର ଶାସନ, କାଦୁଆ, ଗଞ୍ଜାମ (1135, 123, 1493, 144)
header-rule (4, 37, 1494, 41)
ad-photo (196, 498, 286, 588)
form-field[interactable]: ଜନ୍ମ ତାରିଖ............... (11, 133, 107, 144)
front-page-label: ପ୍ରଥମ ପୃଷ୍ଠାରୁ... (5, 950, 365, 998)
groom-photo (280, 738, 350, 818)
wedding-ad (188, 710, 366, 925)
maoist-photo (1135, 1690, 1495, 1950)
sign-name: କର୍କଟ: (1178, 333, 1209, 347)
ravenshaw-headline: ରେଭେନ୍ସା ଛାତ୍ର ସଂସଦ... (815, 1454, 1063, 1482)
table-cell: ୨୦୦୫-୦୬ (199, 1174, 255, 1189)
birthday-ad (5, 205, 183, 465)
memorial-text: (ଆଡ଼ଭୋକେଟ୍) ଆବିର୍ଭାବ: ୧୬-୦୮-୧୯୫୮ । ଚିରବିଦାୟ: ୦୬-୦୧-୨୦୧୧ । ପରିବାରବର୍ଗ । (568, 2042, 739, 2083)
table-title: ୮ ବର୍ଷ ଭିତରେ ଭିତରକନିକାରେ ଥିବା କୁମ୍ଭୀରଙ୍କ ସଂଖ୍ୟା (193, 1056, 329, 1122)
weather-body: ଶୀତର ପ୍ରକୋପ ଆଜ ନାହିଁ । ଆସନ୍ତା ଦୁଇ ଦିନ ଧରି ସ୍ୱାଭାବିକ ଅବସ୍ଥା ରହିବ ବୋଲି ଆବହାୱା ବିଭାଗ ପକ୍ଷରୁ ଅନୁମାନ କରାଯାଇଛି । ଗତ କିଛି ଦିନ ଧରି ଦିଆଯାଇଥିବା କୋଲଡ୍ ୱେଭ ସତର୍କ ସୂଚନାକୁ ଉଠାଇ ଦିଆଯାଇଛି । ଜମ୍ମୁକଶ୍ମୀର ଉପରେ ଏକ ଘୂର୍ଣ୍ଣିବଳୟ ରହିଥିବାରୁ ପାଗରେ ଏପରି ହଠାତ୍ ପରିବର୍ତ୍ତନ ହୋଇଥିବା କାର୍ଯ୍ୟାଳୟ ପକ୍ଷରୁ ସୂଚନା ଦିଆଯାଇଛି । ଆସନ୍ତା ୨୪ ଘଣ୍ଟା ମଧ୍ୟରେ ରାଜ୍ୟର ପାଗ ମୁଖ୍ୟତଃ ଶୁଷ୍କ ରହିବ । (937, 111, 1118, 312)
sign-name: ବୃଷ: (1178, 236, 1200, 250)
maoist-caption: ଆତ୍ମସମର୍ପଣ କରିଥିବା ମାଓବାଦୀମାନେ (1233, 1955, 1397, 1968)
petrol-body: ଏବଂ ଏହା ପିପିଏଲଏ ଅନୁଯାୟୀ ଜାନୁୟାରୀ ୧୫ ତାରିଖ ମଧ୍ୟରାତ୍ରିରୁ ଲାଗୁ ହେବ । ଭୁବନେଶ୍ୱରରେ ପେଟ୍ରୋଲ ମୂଲ୍ୟ ଲିଟର ପିଛା ୬୦.୬୯ ଟଙ୍କାରୁ ବୃଦ୍ଧି ପାଇ ୬୩.୩୫ ଟଙ୍କା ହୋଇଛି । ଗତ ଡିସେମ୍ବର ୧୬ ତାରିଖରେ ପେଟ୍ରୋଲ ଦର ୨.୯୬ ଟଙ୍କା ବୃଦ୍ଧି କରାଯାଇଥିଲା । ମାସକ ମଧ୍ୟରେ ଦ୍ୱିତୀୟ ଥର ପାଇଁ ଦର ବୃଦ୍ଧିକୁ ନେଇ ବିରୋଧୀ ଦଳ ତୀବ୍ର ସମାଲୋଚନା କରିଛନ୍ତି । ଆନ୍ତର୍ଜାତୀୟ ବଜାରରେ ଅଶୋଧିତ ତୈଳ ଦର ବୃଦ୍ଧି ପାଇଥିବାରୁ ଏହି ନିଷ୍ପତ୍ତି ନିଆଯାଇଛି ବୋଲି ତୈଳ କମ୍ପାନୀ କହିଛି । (752, 2086, 1124, 2185)
horoscope-list (1135, 144, 1493, 713)
